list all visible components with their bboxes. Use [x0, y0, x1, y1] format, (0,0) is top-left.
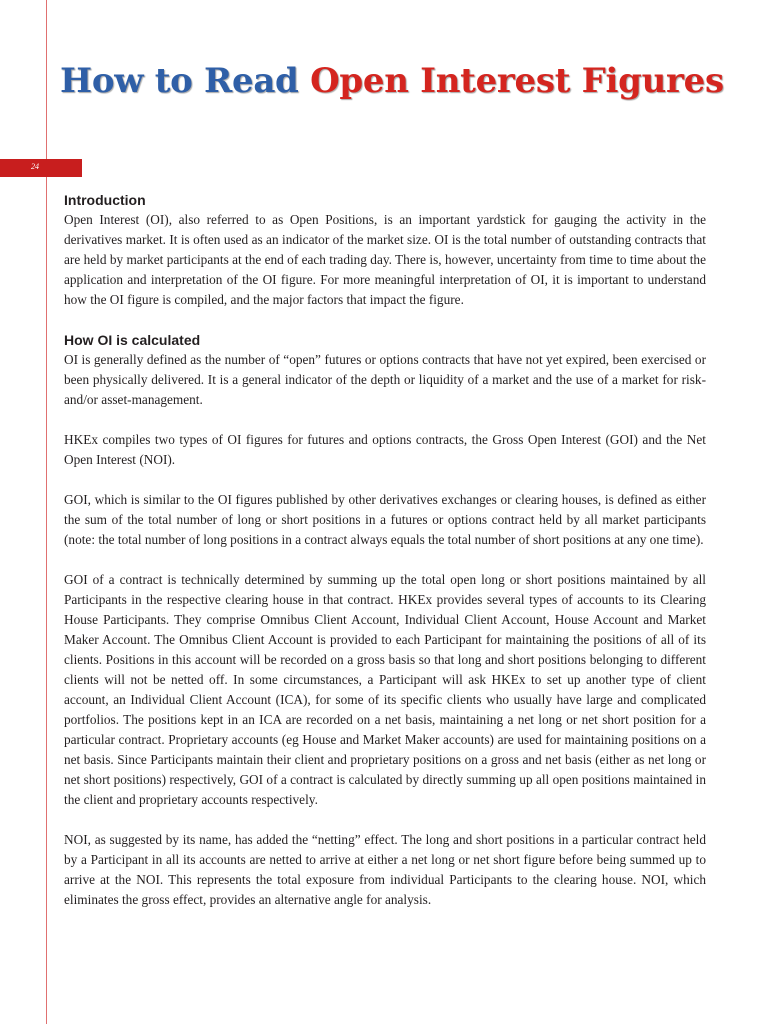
section-heading-introduction: Introduction: [64, 192, 146, 208]
title-part-blue: How to Read: [60, 61, 299, 101]
page-title: [60, 56, 724, 106]
section-heading-calculation: How OI is calculated: [64, 332, 201, 348]
spacer: [64, 810, 706, 830]
page-number-tab: [0, 159, 82, 177]
spacer: [64, 550, 706, 570]
page-number: 24: [31, 162, 39, 171]
paragraph-noi: NOI, as suggested by its name, has added the “netting” effect. The long and short positions in a particular contract held by a Participant in all its accounts are netted to arrive at either a net long or net short figure before being summed up to arrive at the NOI. This represents the total exposure from individual Participants to the clearing house. NOI, which eliminates the gross effect, provides an alternative angle for analysis.: [64, 832, 706, 907]
paragraph-oi-definition: OI is generally defined as the number of “open” futures or options contracts that have not yet expired, been exercised or been physically delivered. It is a general indicator of the depth or liquidity of a market and the use of a market for risk- and/or asset-management.: [64, 352, 706, 407]
spacer: [64, 410, 706, 430]
paragraph-oi-types: HKEx compiles two types of OI figures for futures and options contracts, the Gross Open Interest (GOI) and the Net Open Interest (NOI).: [64, 432, 706, 467]
margin-rule: [46, 0, 47, 1024]
article-body: [64, 190, 706, 910]
spacer: [64, 470, 706, 490]
paragraph-goi-accounts: GOI of a contract is technically determined by summing up the total open long or short positions maintained by all Participants in the respective clearing house in that contract. HKEx provides several types of accounts to its Clearing House Participants. They comprise Omnibus Client Account, Individual Client Account, House Account and Market Maker Account. The Omnibus Client Account is provided to each Participant for maintaining the positions of all of its clients. Positions in this account will be recorded on a gross basis so that long and short positions belonging to different clients will not be netted off. In some circumstances, a Participant will ask HKEx to set up another type of client account, an Individual Client Account (ICA), for some of its specific clients who usually have large and complicated portfolios. The positions kept in an ICA are recorded on a net basis, maintaining a net long or net short position for a particular contract. Proprietary accounts (eg House and Market Maker accounts) are used for maintaining positions on a net basis. Since Participants maintain their client and proprietary positions on a gross and net basis (either as net long or net short positions) respectively, GOI of a contract is calculated by directly summing up all open positions maintained in the client and proprietary accounts respectively.: [64, 572, 706, 807]
title-part-red: Open Interest Figures: [310, 61, 724, 101]
paragraph-goi-definition: GOI, which is similar to the OI figures published by other derivatives exchanges or clearing houses, is defined as either the sum of the total number of long or short positions in a futures or options contract held by all market participants (note: the total number of long positions in a contract always equals the total number of short positions at any one time).: [64, 492, 706, 547]
paragraph-intro: Open Interest (OI), also referred to as Open Positions, is an important yardstick for gauging the activity in the derivatives market. It is often used as an indicator of the market size. OI is the total number of outstanding contracts that are held by market participants at the end of each trading day. There is, however, uncertainty from time to time about the application and interpretation of the OI figure. For more meaningful interpretation of OI, it is important to understand how the OI figure is compiled, and the major factors that impact the figure.: [64, 212, 706, 307]
spacer: [64, 310, 706, 330]
